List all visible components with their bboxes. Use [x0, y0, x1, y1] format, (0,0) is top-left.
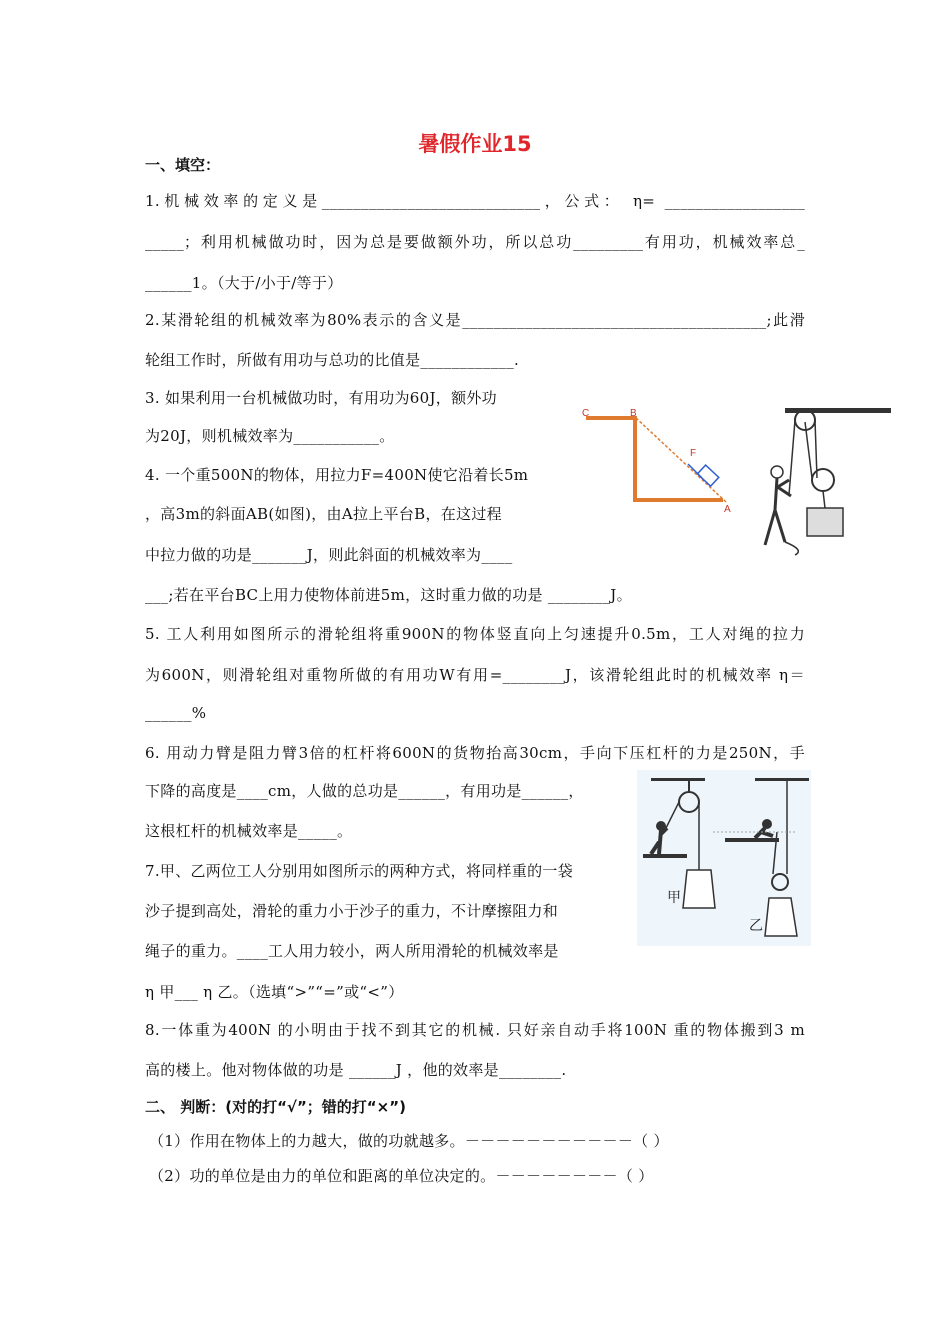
label-c: C	[582, 408, 590, 419]
platform-jia	[643, 854, 687, 858]
question-line: 轮组工作时，所做有用功与总功的比值是____________.	[145, 351, 520, 369]
page-title: 暑假作业15	[418, 132, 532, 156]
question-line: ，高3m的斜面AB(如图)，由A拉上平台B，在这过程	[145, 505, 502, 523]
label-a: A	[724, 504, 731, 515]
platform-bc	[586, 416, 636, 420]
question-line: 6. 用动力臂是阻力臂3倍的杠杆将600N的货物抬高30cm，手向下压杠杆的力是250N，手	[145, 744, 805, 762]
incline-slope	[636, 418, 726, 502]
question-line: ______%	[145, 704, 207, 722]
incline-figure	[578, 408, 738, 518]
label-jia: 甲	[667, 890, 681, 906]
judgement-item: （1）作用在物体上的力越大，做的功就越多。－－－－－－－－－－－（ ）	[149, 1132, 669, 1150]
question-line: 8.一体重为400N 的小明由于找不到其它的机械. 只好亲自动手将100N 重的物体搬到3 m	[145, 1021, 805, 1039]
worker-head	[771, 466, 783, 478]
judgement-item: （2）功的单位是由力的单位和距离的单位决定的。－－－－－－－－（ ）	[149, 1167, 654, 1185]
two-workers-figure	[637, 770, 811, 946]
sandbag-icon-yi	[765, 898, 797, 936]
question-line: 3. 如果利用一台机械做功时，有用功为60J，额外功	[145, 389, 497, 407]
question-line: 5. 工人利用如图所示的滑轮组将重900N的物体竖直向上匀速提升0.5m，工人对绳的拉力	[145, 625, 805, 643]
question-line: 沙子提到高处，滑轮的重力小于沙子的重力，不计摩擦阻力和	[145, 902, 559, 920]
label-yi: 乙	[749, 918, 763, 934]
question-line: 7.甲、乙两位工人分别用如图所示的两种方式，将同样重的一袋	[145, 862, 574, 880]
question-line: ______1。（大于/小于/等于）	[145, 274, 343, 292]
worker-icon	[765, 478, 791, 545]
question-line: 为20J，则机械效率为___________。	[145, 427, 395, 445]
question-line: 为600N，则滑轮组对重物所做的有用功W有用=________J，该滑轮组此时的机械效率 η＝	[145, 666, 805, 684]
question-line: η 甲___ η 乙。（选填“>”“=”或“<”）	[145, 983, 404, 1001]
question-line: 中拉力做的功是_______J，则此斜面的机械效率为____	[145, 546, 513, 564]
incline-wall	[633, 416, 637, 502]
question-line: 4. 一个重500N的物体，用拉力F=400N使它沿着长5m	[145, 466, 529, 484]
question-line: ___;若在平台BC上用力使物体前进5m，这时重力做的功是 ________J。	[145, 586, 632, 604]
label-b: B	[630, 408, 637, 419]
platform-yi	[725, 838, 779, 842]
question-line: 下降的高度是____cm，人做的总功是______，有用功是______，	[145, 782, 584, 800]
question-line: _____；利用机械做功时，因为总是要做额外功，所以总功_________有用功，机械效率总_	[145, 233, 805, 251]
sandbag-icon-jia	[683, 870, 715, 908]
question-line: 1.机械效率的定义是____________________________，公式： η= __________________	[145, 192, 805, 210]
label-f: F	[690, 448, 697, 459]
movable-pulley-icon	[812, 469, 834, 491]
crate-icon	[807, 508, 843, 536]
question-line: 高的楼上。他对物体做的功是 ______J ，他的效率是________.	[145, 1061, 567, 1079]
question-line: 这根杠杆的机械效率是_____。	[145, 822, 353, 840]
pulley-block-figure	[745, 400, 895, 560]
question-line: 2.某滑轮组的机械效率为80%表示的含义是_______________________________________;此滑	[145, 311, 805, 329]
section-heading-judgement: 二、 判断：(对的打“√”；错的打“×”)	[145, 1098, 406, 1116]
question-line: 绳子的重力。____工人用力较小，两人所用滑轮的机械效率是	[145, 942, 559, 960]
section-heading-fill-blank: 一、填空：	[145, 156, 221, 174]
incline-base	[633, 498, 723, 502]
